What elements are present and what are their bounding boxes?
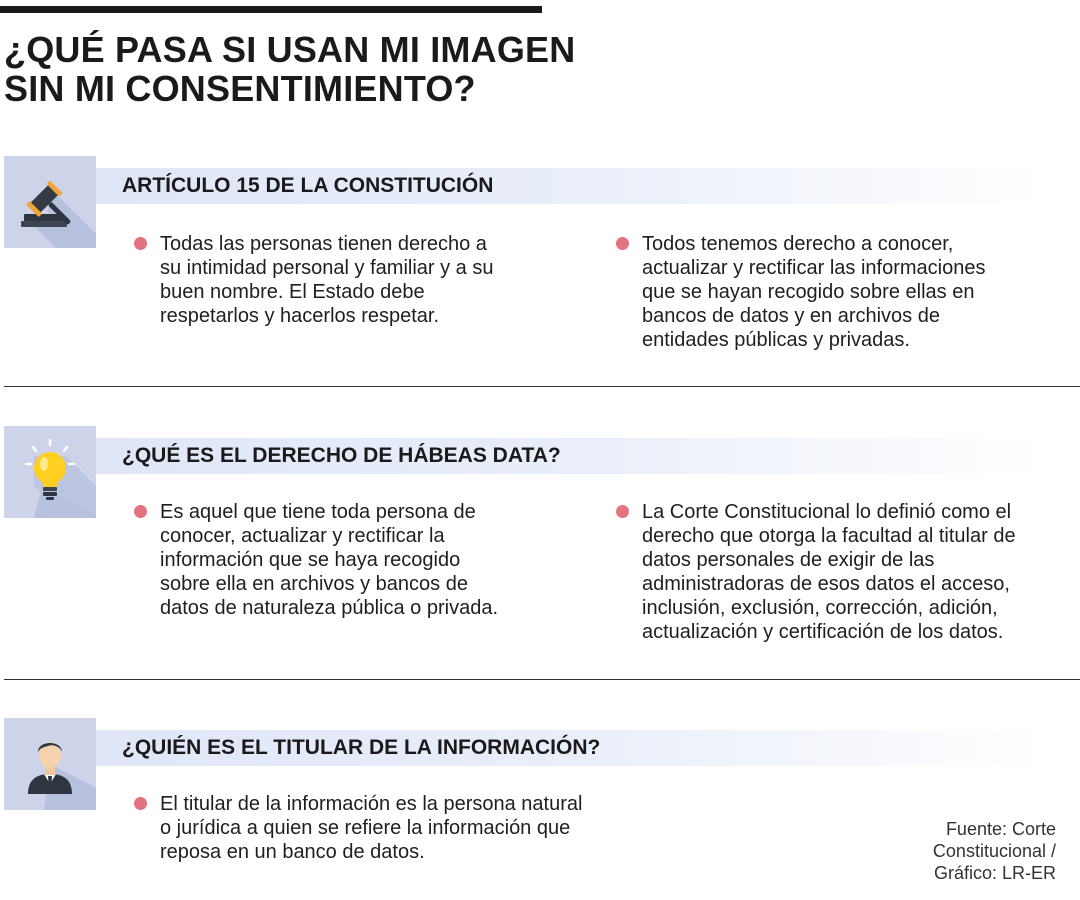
section-habeas-data bbox=[0, 426, 1080, 676]
source-line-1: Fuente: Corte bbox=[945, 819, 1056, 839]
person-icon bbox=[4, 718, 96, 810]
top-rule bbox=[0, 6, 542, 13]
section-title: ARTÍCULO 15 DE LA CONSTITUCIÓN bbox=[122, 174, 494, 197]
section-title: ¿QUIÉN ES EL TITULAR DE LA INFORMACIÓN? bbox=[122, 736, 601, 759]
section-title: ¿QUÉ ES EL DERECHO DE HÁBEAS DATA? bbox=[122, 444, 561, 467]
source-line-3: Gráfico: LR-ER bbox=[933, 863, 1056, 883]
section-divider bbox=[4, 679, 1080, 680]
section-divider bbox=[4, 386, 1080, 387]
source-line-2: Constitucional / bbox=[932, 841, 1056, 861]
bullet-text: El titular de la información es la persona natural o jurídica a quien se refiere la información que reposa en un banco de datos. bbox=[160, 793, 583, 863]
source-credit bbox=[836, 818, 1056, 884]
lightbulb-icon bbox=[4, 426, 96, 518]
title-line-2: SIN MI CONSENTIMIENTO? bbox=[4, 68, 476, 109]
bullet-dot-icon bbox=[134, 797, 147, 810]
list-item bbox=[616, 500, 1066, 644]
bullet-dot-icon bbox=[616, 505, 629, 518]
list-item bbox=[134, 792, 634, 864]
bullet-text: Todas las personas tienen derecho a su intimidad personal y familiar y a su buen nombre. El Estado debe respetarlos y hacerlos respetar. bbox=[160, 233, 494, 327]
list-item bbox=[134, 232, 554, 328]
bullet-dot-icon bbox=[134, 237, 147, 250]
bullet-text: La Corte Constitucional lo definió como el derecho que otorga la facultad al titular de datos personales de exigir de las administradoras de esos datos el acceso, inclusión, exclusión, corrección, adición, actualización y certificación de los datos. bbox=[642, 501, 1016, 643]
list-item bbox=[616, 232, 1056, 352]
list-item bbox=[134, 500, 574, 620]
page-title bbox=[4, 30, 624, 108]
section-articulo-15 bbox=[0, 156, 1080, 386]
bullet-text: Todos tenemos derecho a conocer, actualizar y rectificar las informaciones que se hayan recogido sobre ellas en bancos de datos y en archivos de entidades públicas y privadas. bbox=[642, 233, 986, 351]
bullet-text: Es aquel que tiene toda persona de conocer, actualizar y rectificar la información que se haya recogido sobre ella en archivos y bancos de datos de naturaleza pública o privada. bbox=[160, 501, 499, 619]
bullet-dot-icon bbox=[134, 505, 147, 518]
gavel-icon bbox=[4, 156, 96, 248]
bullet-dot-icon bbox=[616, 237, 629, 250]
title-line-1: ¿QUÉ PASA SI USAN MI IMAGEN bbox=[4, 29, 576, 70]
